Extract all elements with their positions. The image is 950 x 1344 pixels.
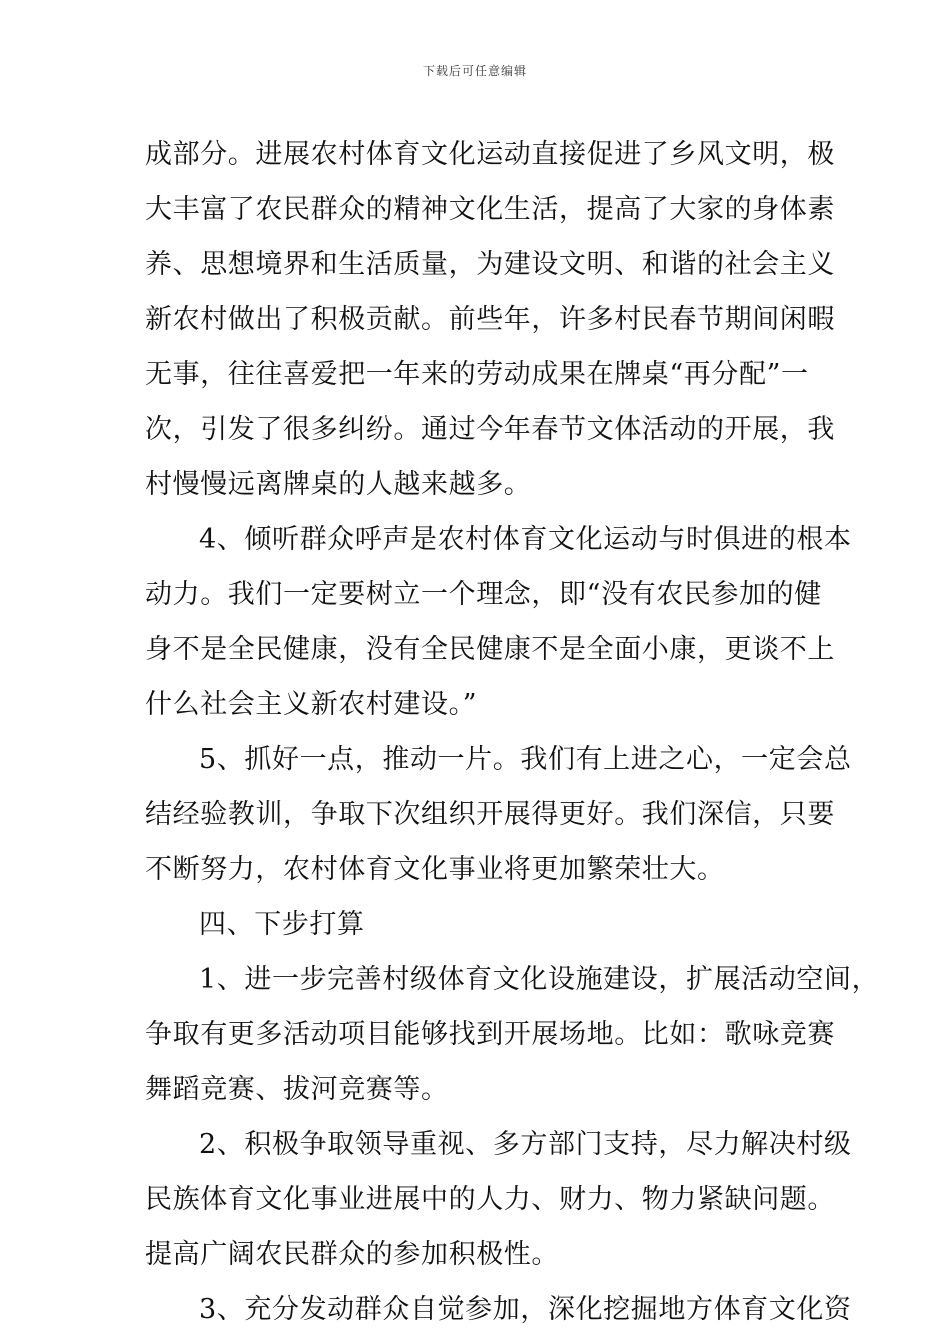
section-heading: 四、下步打算 bbox=[199, 909, 365, 940]
text-line: 动力。我们一定要树立一个理念，即“没有农民参加的健 bbox=[145, 579, 822, 610]
text-line: 结经验教训，争取下次组织开展得更好。我们深信，只要 bbox=[145, 799, 835, 830]
text-line: 无事，往往喜爱把一年来的劳动成果在牌桌“再分配”一 bbox=[145, 359, 809, 390]
paragraph-start-line: 2、积极争取领导重视、多方部门支持，尽力解决村级 bbox=[199, 1129, 852, 1160]
text-line: 养、思想境界和生活质量，为建设文明、和谐的社会主义 bbox=[145, 249, 835, 280]
page-header: 下载后可任意编辑 bbox=[422, 64, 527, 78]
text-line: 民族体育文化事业进展中的人力、财力、物力紧缺问题。 bbox=[145, 1184, 835, 1215]
paragraph-start-line: 3、充分发动群众自觉参加，深化挖掘地方体育文化资 bbox=[199, 1294, 852, 1325]
text-line: 身不是全民健康，没有全民健康不是全面小康，更谈不上 bbox=[145, 634, 835, 665]
text-line: 舞蹈竞赛、拔河竞赛等。 bbox=[145, 1074, 449, 1105]
text-line: 大丰富了农民群众的精神文化生活，提高了大家的身体素 bbox=[145, 194, 835, 225]
text-line: 村慢慢远离牌桌的人越来越多。 bbox=[145, 469, 532, 500]
text-line: 争取有更多活动项目能够找到开展场地。比如：歌咏竞赛 bbox=[145, 1019, 835, 1050]
text-line: 提高广阔农民群众的参加积极性。 bbox=[145, 1239, 559, 1270]
text-line: 不断努力，农村体育文化事业将更加繁荣壮大。 bbox=[145, 854, 725, 885]
text-line: 什么社会主义新农村建设。” bbox=[145, 689, 478, 720]
paragraph-start-line: 1、进一步完善村级体育文化设施建设，扩展活动空间， bbox=[199, 964, 880, 995]
paragraph-start-line: 5、抓好一点，推动一片。我们有上进之心，一定会总 bbox=[199, 744, 852, 775]
text-line: 新农村做出了积极贡献。前些年，许多村民春节期间闲暇 bbox=[145, 304, 835, 335]
body-text bbox=[145, 127, 880, 1337]
text-line: 成部分。进展农村体育文化运动直接促进了乡风文明，极 bbox=[145, 139, 835, 170]
text-line: 次，引发了很多纠纷。通过今年春节文体活动的开展，我 bbox=[145, 414, 835, 445]
paragraph-start-line: 4、倾听群众呼声是农村体育文化运动与时俱进的根本 bbox=[199, 524, 852, 555]
